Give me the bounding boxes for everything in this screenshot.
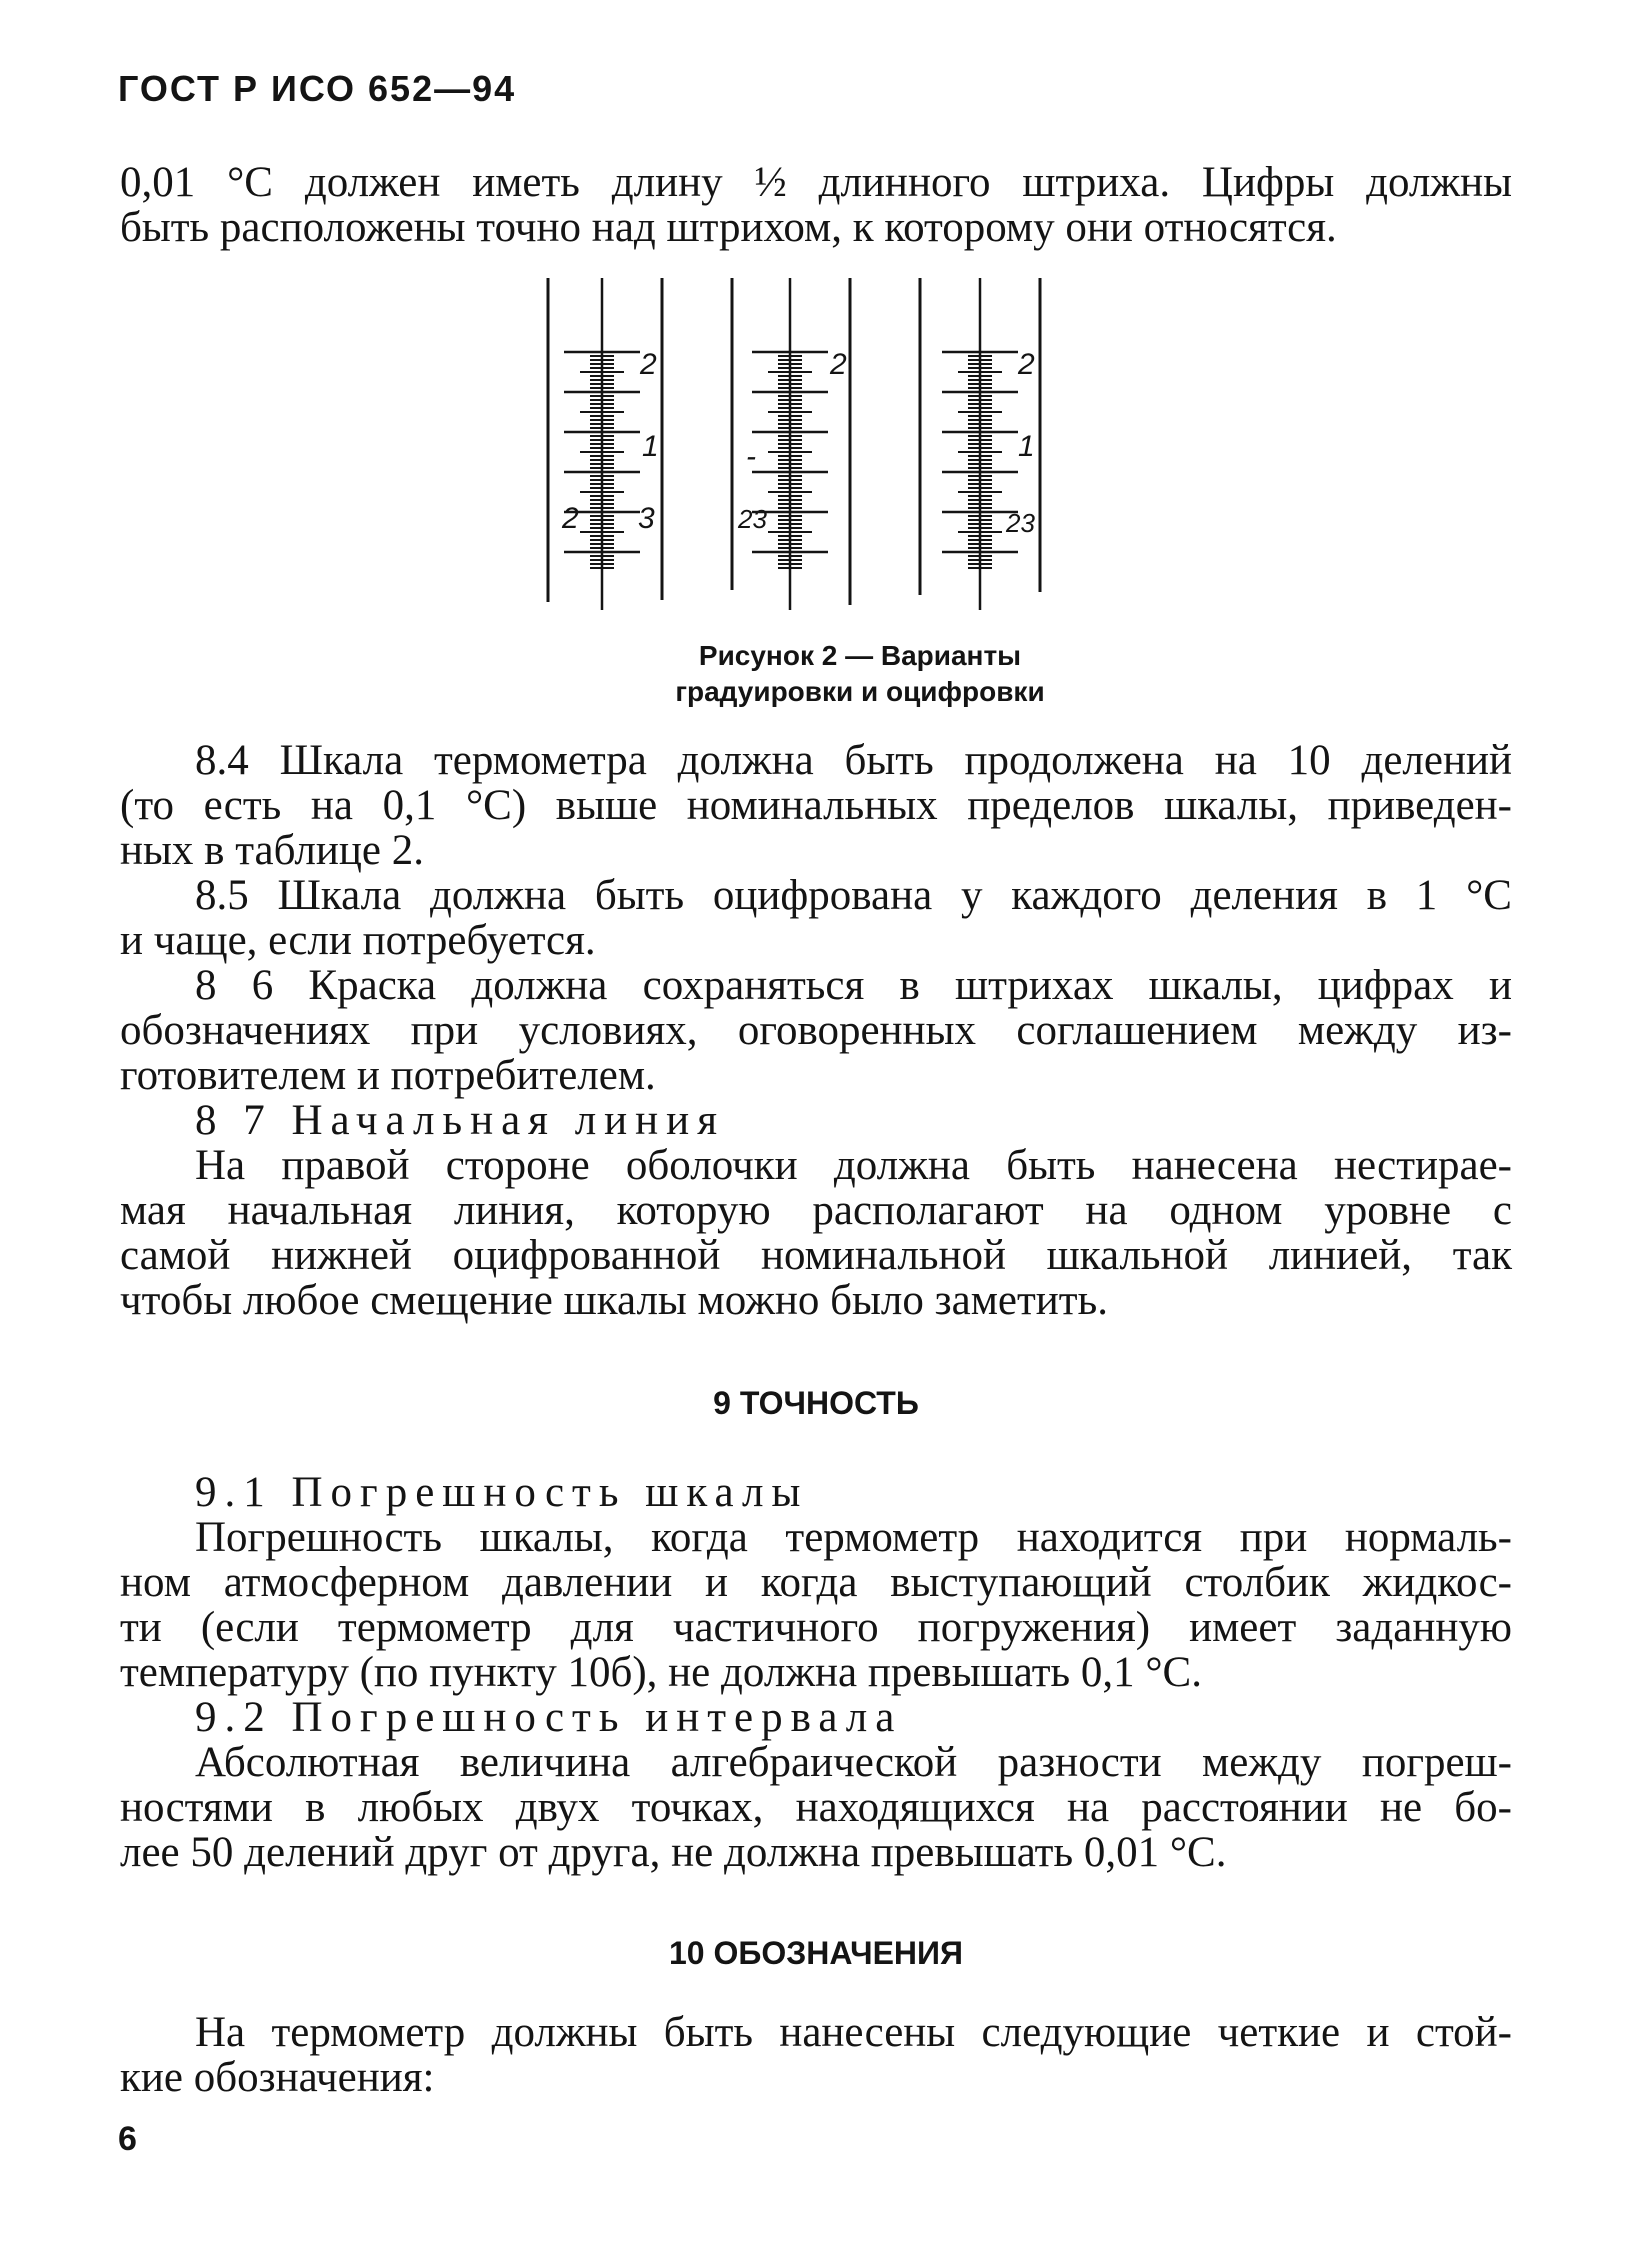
clause-9-1-heading — [195, 1470, 1512, 1515]
figure-caption-line: градуировки и оцифровки — [675, 676, 1045, 707]
text-line: ностями в любых двух точках, находящихся на расстоянии не бо- — [120, 1784, 1512, 1831]
clause-9-1-text — [195, 1515, 1512, 1560]
graduation-figure — [540, 270, 1080, 620]
clause-9-2-text — [195, 1740, 1512, 1785]
intro-paragraph — [120, 160, 1512, 250]
figure-caption — [600, 638, 1120, 710]
clause-10-text — [195, 2010, 1512, 2055]
subsection-heading: 9.1 Погрешность шкалы — [195, 1469, 809, 1516]
clause-10-continued — [120, 2055, 1512, 2100]
figure-caption-line: Рисунок 2 — Варианты — [698, 640, 1022, 671]
variant-a-bottom-left-label: 2 — [562, 502, 579, 535]
clause-8-7-continued — [120, 1188, 1512, 1323]
subsection-heading: 9.2 Погрешность интервала — [195, 1694, 903, 1741]
clause-9-2-continued — [120, 1785, 1512, 1875]
variant-b-top-label: 2 — [830, 348, 847, 381]
text-line: самой нижней оцифрованной номинальной шкальной линией, так — [120, 1232, 1512, 1279]
section-10-title: 10 ОБОЗНАЧЕНИЯ — [668, 1935, 964, 1971]
text-line: 8.5 Шкала должна быть оцифрована у каждого деления в 1 °С — [195, 872, 1512, 919]
text-line: 0,01 °С должен иметь длину ½ длинного штриха. Цифры должны — [120, 159, 1512, 206]
variant-c-mid-label: 1 — [1018, 430, 1035, 463]
clause-8-4 — [195, 738, 1512, 783]
clause-8-6 — [195, 963, 1512, 1008]
text-line: температуру (по пункту 10б), не должна превышать 0,1 °С. — [120, 1649, 1202, 1696]
text-line: готовителем и потребителем. — [120, 1052, 656, 1099]
text-line: На правой стороне оболочки должна быть нанесена нестирае- — [195, 1142, 1512, 1189]
clause-8-4-continued — [120, 783, 1512, 873]
text-line: кие обозначения: — [120, 2054, 435, 2101]
text-line: (то есть на 0,1 °С) выше номинальных пределов шкалы, приведен- — [120, 782, 1512, 829]
text-line: Погрешность шкалы, когда термометр находится при нормаль- — [195, 1514, 1512, 1561]
document-header: ГОСТ Р ИСО 652—94 — [118, 68, 517, 109]
clause-8-7-heading — [195, 1098, 1512, 1143]
text-line: ных в таблице 2. — [120, 827, 424, 874]
clause-8-5 — [195, 873, 1512, 918]
clause-8-5-continued — [120, 918, 1512, 963]
text-line: мая начальная линия, которую располагают на одном уровне с — [120, 1187, 1512, 1234]
subsection-heading: 8 7 Начальная линия — [195, 1097, 725, 1144]
text-line: обозначениях при условиях, оговоренных соглашением между из- — [120, 1007, 1512, 1054]
variant-a-mid-label: 1 — [642, 430, 659, 463]
page-number: 6 — [118, 2120, 137, 2158]
clause-9-1-continued — [120, 1560, 1512, 1695]
clause-8-7-text — [195, 1143, 1512, 1188]
text-line: быть расположены точно над штрихом, к которому они относятся. — [120, 204, 1337, 251]
section-9-title: 9 ТОЧНОСТЬ — [713, 1385, 919, 1421]
text-line: ти (если термометр для частичного погружения) имеет заданную — [120, 1604, 1512, 1651]
variant-b-bottom-label: 23 — [738, 504, 767, 534]
text-line: 8 6 Краска должна сохраняться в штрихах шкалы, цифрах и — [195, 962, 1512, 1009]
text-line: На термометр должны быть нанесены следующие четкие и стой- — [195, 2009, 1512, 2056]
text-line: чтобы любое смещение шкалы можно было заметить. — [120, 1277, 1108, 1324]
text-line: 8.4 Шкала термометра должна быть продолжена на 10 делений — [195, 737, 1512, 784]
clause-9-2-heading — [195, 1695, 1512, 1740]
variant-a-top-label: 2 — [640, 348, 657, 381]
clause-8-6-continued — [120, 1008, 1512, 1098]
text-line: Абсолютная величина алгебраической разности между погреш- — [195, 1739, 1512, 1786]
variant-a-bottom-right-label: 3 — [638, 502, 655, 535]
variant-c-bottom-label: 23 — [1006, 508, 1035, 538]
variant-c-top-label: 2 — [1018, 348, 1035, 381]
graduation-variants-drawing — [540, 270, 1080, 620]
text-line: лее 50 делений друг от друга, не должна превышать 0,01 °С. — [120, 1829, 1227, 1876]
text-line: ном атмосферном давлении и когда выступающий столбик жидкос- — [120, 1559, 1512, 1606]
variant-b-mid-label: - — [746, 440, 756, 473]
text-line: и чаще, если потребуется. — [120, 917, 596, 964]
